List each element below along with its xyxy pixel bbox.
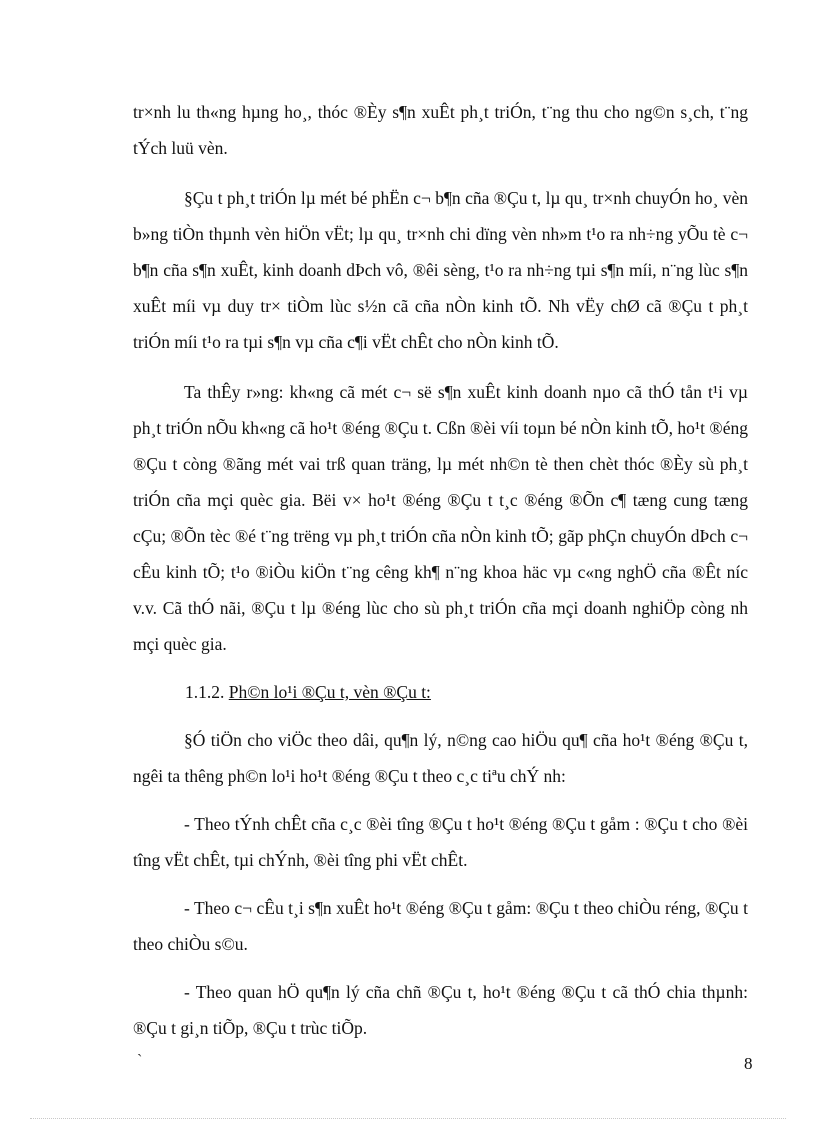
list-item: - Theo quan hÖ qu¶n lý cña chñ ®Çu t, ho¹t ®éng ®Çu t cã thÓ chia thµnh: ®Çu t gi¸n tiÕp, ®Çu t trùc tiÕp.	[133, 982, 748, 1038]
paragraph-continued: tr×nh lu th«ng hµng ho¸, thóc ®Èy s¶n xuÊt ph¸t triÓn, t¨ng thu cho ng©n s¸ch, t¨ng tÝch luü vèn.	[133, 102, 748, 158]
section-heading	[133, 674, 748, 710]
section-number: 1.1.2.	[185, 682, 225, 702]
page-content	[133, 94, 748, 1046]
page-bottom-divider	[30, 1118, 786, 1119]
paragraph-investment-role: Ta thÊy r»ng: kh«ng cã mét c¬ së s¶n xuÊt kinh doanh nµo cã thÓ tån t¹i vµ ph¸t triÓn nÕu kh«ng cã ho¹t ®éng ®Çu t. Cßn ®èi víi toµn bé nÒn kinh tÕ, ho¹t ®éng ®Çu t còng ®ãng mét vai trß quan träng, lµ mét nh©n tè then chèt thóc ®Èy sù ph¸t triÓn cña mçi quèc gia. Bëi v× ho¹t ®éng ®Çu t t¸c ®éng ®Õn c¶ tæng cung tæng cÇu; ®Õn tèc ®é t¨ng trëng vµ ph¸t triÓn cña nÒn kinh tÕ; gãp phÇn chuyÓn dÞch c¬ cÊu kinh tÕ; t¹o ®iÒu kiÖn t¨ng cêng kh¶ n¨ng khoa häc vµ c«ng nghÖ cña ®Êt níc v.v. Cã thÓ nãi, ®Çu t lµ ®éng lùc cho sù ph¸t triÓn cña mçi doanh nghiÖp còng nh mçi quèc gia.	[133, 382, 748, 654]
footer-mark: `	[137, 1052, 143, 1069]
page-number: 8	[744, 1054, 753, 1073]
list-item: - Theo tÝnh chÊt cña c¸c ®èi tîng ®Çu t ho¹t ®éng ®Çu t gåm : ®Çu t cho ®èi tîng vËt chÊt, tµi chÝnh, ®èi tîng phi vËt chÊt.	[133, 814, 748, 870]
paragraph-development-investment: §Çu t ph¸t triÓn lµ mét bé phËn c¬ b¶n cña ®Çu t, lµ qu¸ tr×nh chuyÓn ho¸ vèn b»ng tiÒn thµnh vèn hiÖn vËt; lµ qu¸ tr×nh chi dïng vèn nh»m t¹o ra nh÷ng yÕu tè c¬ b¶n cña s¶n xuÊt, kinh doanh dÞch vô, ®êi sèng, t¹o ra nh÷ng tµi s¶n míi, n¨ng lùc s¶n xuÊt míi vµ duy tr× tiÒm lùc s½n cã cña nÒn kinh tÕ. Nh vËy chØ cã ®Çu t ph¸t triÓn míi t¹o ra tµi s¶n vµ cña c¶i vËt chÊt cho nÒn kinh tÕ.	[133, 188, 748, 352]
paragraph-classification-intro: §Ó tiÖn cho viÖc theo dâi, qu¶n lý, n©ng cao hiÖu qu¶ cña ho¹t ®éng ®Çu t, ngêi ta thêng ph©n lo¹i ho¹t ®éng ®Çu t theo c¸c tiªu chÝ nh:	[133, 730, 748, 786]
section-title: Ph©n lo¹i ®Çu t, vèn ®Çu t:	[228, 682, 431, 702]
list-item: - Theo c¬ cÊu t¸i s¶n xuÊt ho¹t ®éng ®Çu t gåm: ®Çu t theo chiÒu réng, ®Çu t theo chiÒu s©u.	[133, 898, 748, 954]
